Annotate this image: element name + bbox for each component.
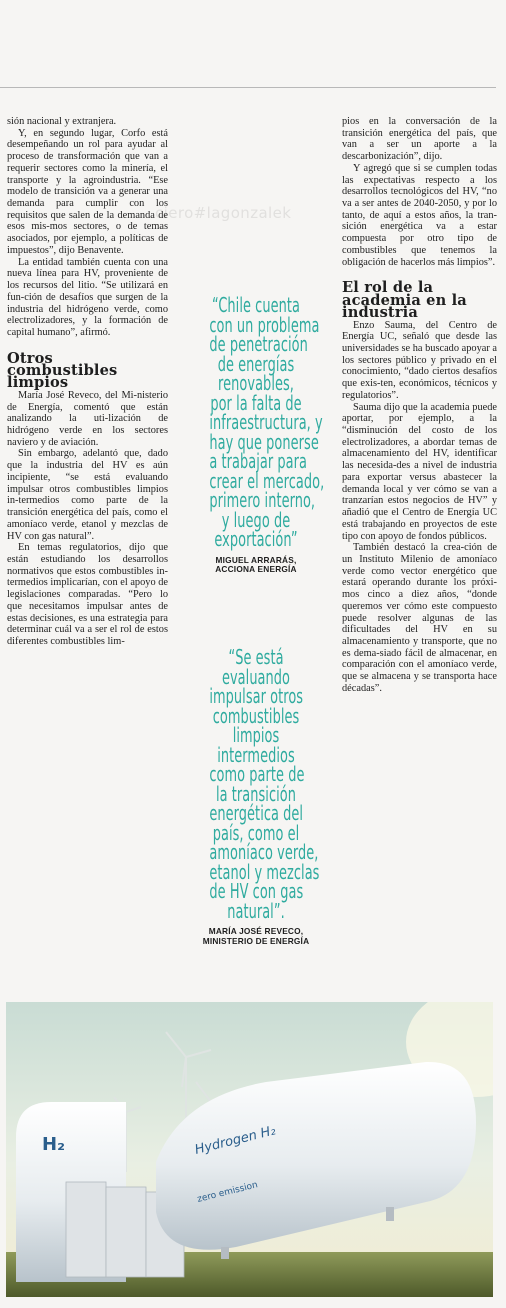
pull-quote-line: como parte de [209, 762, 305, 786]
pull-quote-line: por la falta de [210, 390, 302, 415]
pull-quote-line: natural”. [227, 898, 285, 923]
section-heading: Otros combustibles limpios [7, 349, 118, 392]
pull-quote-attribution [182, 927, 330, 946]
article-column-left [7, 116, 168, 648]
pull-quote-line: evaluando [221, 664, 291, 689]
pull-quote-line: renovables, [218, 371, 294, 395]
hydrogen-tanks-photo [6, 1002, 493, 1297]
paragraph: María José Reveco, del Mi-nisterio de Energía, comentó que están analizando la uti-lización de hidrógeno verde en los sectores naviero y de aviación. [7, 389, 168, 448]
pull-quote-line: de penetración [209, 332, 308, 356]
paragraph: Enzo Sauma, del Centro de Energía UC, señaló que desde las universidades se ha buscado apoyar a los sectores público y privado en el conocimiento, “dado ciertos desafíos que exis-ten, económicos, técnicos y regulatorios”. [342, 319, 497, 401]
pull-quote-line: energética del [209, 801, 304, 825]
pull-quote-line: primero interno, [209, 488, 316, 512]
pull-quote-line: amoníaco verde, [209, 840, 319, 864]
pull-quote-line: de energías [217, 351, 295, 376]
paragraph: Sin embargo, adelantó que, dado que la industria del HV es aún incipiente, “se está evaluando impulsar otros combustibles limpios in-termedios como parte de la transición energética del país, como el amoníaco verde, etanol y mezclas de HV con gas natural”. [7, 448, 168, 542]
attribution-org: ACCIONA ENERGÍA [215, 564, 297, 575]
pull-quote-line: hay que ponerse [209, 429, 319, 454]
pull-quote-line: “Chile cuenta [212, 293, 300, 317]
pull-quote-line: combustibles [212, 703, 300, 728]
pull-quote-line: limpios [232, 723, 280, 747]
attribution-name: MARÍA JOSÉ REVECO, [208, 926, 304, 936]
top-rule [0, 87, 496, 88]
paragraph: pios en la conversación de la transición energética del país, que van a ser un aporte a la descarbonización”, dijo. [342, 116, 497, 163]
pull-quote-text [209, 293, 325, 551]
pull-quote-text [209, 645, 320, 923]
paragraph: Y agregó que si se cumplen todas las expectativas respecto a los desarrollos tecnológicos del HV, “no va a ser antes de 2040-2050, y por lo tanto, de aquí a estos años, la tran-sición energética va a estar compuesta por otro tipo de combustibles que tenemos la obligación de hacerlos más limpios”. [342, 162, 497, 268]
pull-quote-line: impulsar otros [209, 684, 304, 708]
tank-label: H₂ [42, 1134, 65, 1155]
pull-quote-line: la transición [215, 781, 296, 806]
pull-quote-line: intermedios [217, 742, 295, 767]
paragraph: La entidad también cuenta con una nueva línea para HV, proveniente de los recursos del litio. “Se utilizará en fun-ción de desafíos que surgen de la industria del hidrógeno verde, como electrolizadores, y la formación de capital humano”, afirmó. [7, 256, 168, 338]
article-column-right [342, 116, 497, 695]
pull-quote-attribution [182, 556, 330, 575]
pull-quote-line: a trabajar para [209, 449, 308, 473]
section-heading: El rol de la academia en la industria [342, 279, 467, 322]
pull-quote-line: país, como el [212, 820, 300, 845]
pull-quote-line: de HV con gas [209, 879, 304, 903]
pull-quote-1 [182, 293, 330, 575]
pull-quote-line: crear el mercado, [209, 468, 325, 493]
watermark: ciero#lagonzalek [155, 204, 292, 222]
pull-quote-line: infraestructura, y [209, 410, 323, 434]
paragraph: También destacó la crea-ción de un Instituto Milenio de amoníaco verde como vector energético que estará operando durante los próxi-mos cinco a diez años, “donde queremos ver cómo este compuesto puede resolver algunas de las dificultades del HV en su almacenamiento y transporte, que no es dema-siado fácil de almacenar, en comparación con el amoníaco verde, que se almacena y se transporta hace décadas”. [342, 542, 497, 694]
paragraph: En temas regulatorios, dijo que están estudiando los desarrollos normativos que estos combustibles in-termedios implicarían, con el apoyo de legislaciones comparadas. “Pero lo que necesitamos impulsar antes de estas decisiones, es una estrategia para determinar cuál va a ser el rol de estos diferentes combustibles lim- [7, 542, 168, 647]
pull-quote-2 [182, 645, 330, 946]
attribution-org: MINISTERIO DE ENERGÍA [202, 935, 310, 946]
pull-quote-line: etanol y mezclas [209, 859, 320, 884]
pull-quote-line: con un problema [209, 312, 320, 337]
pull-quote-line: exportación” [214, 527, 298, 551]
paragraph: sión nacional y extranjera. [7, 116, 117, 127]
tank-sublabel: zero emission [196, 1180, 259, 1205]
pull-quote-line: y luego de [221, 507, 291, 532]
paragraph: Sauma dijo que la academia puede aportar, por ejemplo, a la “disminución del costo de los electrolizadores, a abordar temas de almacenamiento del HV, identificar las necesida-des a nivel de industria para exportar versus abastecer la demanda local y ver cómo se van a tranzarían estos negocios de HV” y añadió que el Centro de Energía UC está trabajando en proyectos de este tipo con apoyo de fondos públicos. [342, 401, 497, 542]
pull-quote-line: “Se está [228, 645, 284, 669]
attribution-name: MIGUEL ARRARÁS, [215, 554, 297, 565]
paragraph: Y, en segundo lugar, Corfo está desempeñando un rol para ayudar al proceso de transformación que van a requerir sectores como la minería, el transporte y la agroindustria. “Ese modelo de transición va a generar una demanda para cumplir con los requisitos que salen de la demanda de esos mis-mos sectores, o de temas asociados, por ejemplo, a políticas de impuestos”, dijo Benavente. [7, 127, 168, 256]
tank-label: Hydrogen H₂ [193, 1123, 278, 1158]
